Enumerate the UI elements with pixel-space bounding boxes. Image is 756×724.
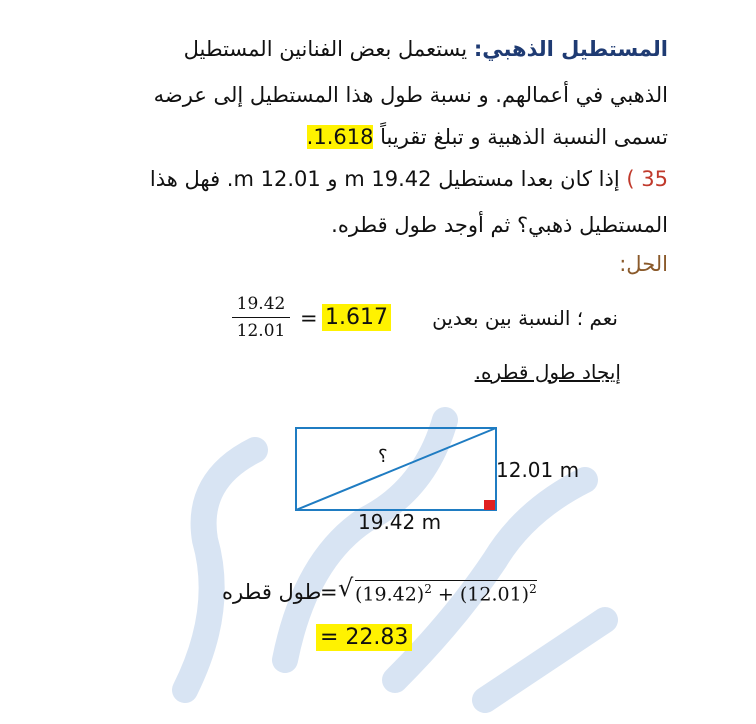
term-2-exponent: 2 bbox=[529, 582, 537, 596]
find-diagonal-heading: إيجاد طول قطره. bbox=[474, 360, 621, 384]
right-angle-marker bbox=[484, 500, 495, 510]
golden-ratio-value: 1.618. bbox=[306, 125, 374, 149]
fraction-denominator: 12.01 bbox=[236, 321, 286, 341]
ratio-equals: = bbox=[300, 306, 318, 330]
diagonal-length-label: طول قطره bbox=[222, 580, 322, 604]
problem-number: 35 ) bbox=[626, 167, 668, 191]
diagonal-label: ؟ bbox=[378, 446, 388, 467]
intro-line-1-text: يستعمل بعض الفنانين المستطيل bbox=[183, 37, 468, 61]
fraction-numerator: 19.42 bbox=[232, 294, 290, 318]
term-1-exponent: 2 bbox=[424, 582, 432, 596]
sqrt-symbol: √ bbox=[338, 574, 354, 602]
intro-line-3 bbox=[307, 122, 668, 152]
ratio-value: 1.617 bbox=[322, 304, 391, 331]
problem-line-1 bbox=[150, 164, 668, 194]
ratio-fraction bbox=[232, 294, 290, 341]
sqrt-expression bbox=[355, 580, 537, 605]
width-label: 19.42 m bbox=[358, 510, 442, 534]
plus-sign: + bbox=[437, 583, 454, 606]
formula-equals: = bbox=[320, 580, 338, 604]
problem-line-1-text: إذا كان بعدا مستطيل 19.42 m و 12.01 m. فهل هذا bbox=[149, 167, 620, 191]
diagonal-line bbox=[296, 428, 496, 510]
term-1-base: (19.42) bbox=[355, 583, 425, 606]
solution-label: الحل: bbox=[619, 252, 668, 276]
height-label: 12.01 m bbox=[496, 458, 580, 482]
intro-line-2: الذهبي في أعمالهم. و نسبة طول هذا المستطيل إلى عرضه bbox=[153, 83, 668, 107]
golden-rectangle-heading: المستطيل الذهبي: bbox=[473, 37, 668, 61]
problem-line-2: المستطيل ذهبي؟ ثم أوجد طول قطره. bbox=[331, 213, 668, 237]
diagonal-result: = 22.83 bbox=[316, 624, 412, 651]
intro-line-3-text: تسمى النسبة الذهبية و تبلغ تقريباً bbox=[380, 125, 668, 149]
term-2-base: (12.01) bbox=[459, 583, 530, 606]
watermark-signature bbox=[165, 360, 665, 720]
intro-line-1 bbox=[184, 34, 668, 64]
ratio-text: نعم ؛ النسبة بين بعدين bbox=[432, 306, 618, 330]
